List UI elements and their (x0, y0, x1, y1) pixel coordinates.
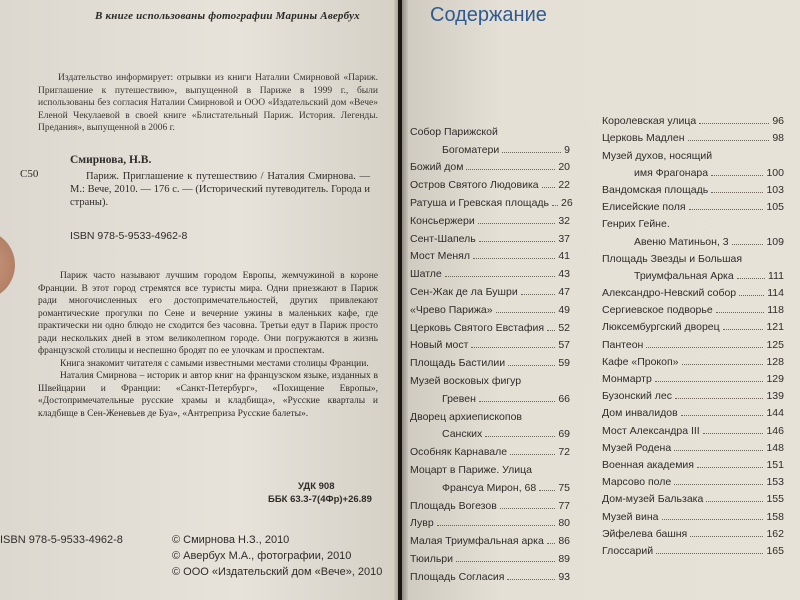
toc-entry (602, 523, 784, 540)
toc-entry-title: Моцарт в Париже. Улица (410, 463, 532, 476)
toc-leader-dots (697, 467, 764, 468)
toc-entry (410, 191, 573, 209)
toc-entry (602, 385, 784, 402)
toc-entry-title: Лувр (410, 517, 434, 530)
toc-leader-dots (547, 543, 555, 544)
toc-entry-title: Богоматери (442, 143, 500, 156)
photo-credit: В книге использованы фотографии Марины Авербух (95, 10, 360, 22)
toc-leader-dots (445, 276, 556, 277)
toc-page-number: 72 (558, 446, 570, 459)
toc-page-number: 9 (564, 143, 570, 156)
toc-page-number: 129 (766, 373, 784, 385)
toc-entry (410, 512, 570, 530)
toc-page-number: 128 (766, 355, 784, 368)
toc-leader-dots (689, 209, 764, 210)
toc-page-number: 69 (558, 428, 570, 441)
toc-entry (602, 368, 784, 385)
toc-entry-title: Генрих Гейне. (602, 218, 670, 231)
toc-leader-dots (732, 244, 764, 245)
toc-entry-title: Собор Парижской (410, 125, 498, 138)
toc-entry (410, 173, 570, 191)
toc-entry-title: Тюильри (410, 552, 453, 565)
toc-leader-dots (437, 525, 556, 526)
toc-entry-title: Мост Александра III (602, 424, 700, 437)
toc-entry (602, 248, 784, 282)
toc-page-number: 125 (766, 338, 784, 351)
toc-entry (410, 316, 570, 334)
toc-entry-title: Новый мост (410, 339, 469, 352)
toc-page-number: 57 (558, 339, 570, 352)
toc-leader-dots (547, 330, 555, 331)
toc-page-number: 47 (558, 285, 570, 298)
toc-leader-dots (655, 381, 764, 382)
toc-entry-title: Особняк Карнавале (410, 446, 508, 459)
toc-page-number: 32 (558, 214, 570, 227)
finger (0, 230, 15, 300)
toc-page-number: 153 (766, 476, 784, 489)
toc-entry (602, 454, 784, 471)
toc-entry (602, 213, 784, 247)
isbn-main: ISBN 978-5-9533-4962-8 (70, 230, 188, 242)
toc-page-number: 75 (558, 481, 570, 494)
bbk-code: ББК 63.3-7(4Фр)+26.89 (268, 494, 372, 505)
toc-entry-title: Музей духов, носящий (602, 149, 713, 162)
toc-leader-dots (690, 536, 763, 537)
toc-leader-dots (662, 519, 764, 520)
toc-page-number: 118 (767, 304, 784, 317)
toc-page-number: 89 (558, 552, 570, 565)
toc-entry (602, 299, 784, 316)
toc-entry-title: Дворец архиепископов (410, 410, 522, 423)
annotation-paragraph: Наталия Смирнова – историк и автор книг на французском языке, изданных в Швейцарии и Франции: «Санкт-Петербург», «Похищение Европы», «Достопримечательные русские храмы и кладбища», «Русские кварталы и кладбище в Сен-Женевьев де Буа», «Антреприза Русские балеты». (38, 371, 378, 419)
toc-leader-dots (507, 579, 555, 580)
toc-entry (602, 179, 784, 196)
toc-entry (410, 369, 570, 405)
toc-entry (410, 227, 570, 245)
toc-entry-title: Площадь Вогезов (410, 499, 497, 512)
toc-entry (410, 565, 570, 583)
toc-page-number: 162 (766, 527, 784, 540)
toc-entry (410, 209, 570, 227)
toc-page-number: 114 (767, 287, 784, 300)
toc-entry-title: Санских (442, 428, 483, 441)
toc-entry-title: Пантеон (602, 338, 644, 351)
toc-page-number: 155 (766, 493, 784, 506)
toc-leader-dots (723, 329, 764, 330)
toc-entry (602, 110, 784, 127)
toc-page-number: 80 (558, 517, 570, 530)
toc-leader-dots (739, 295, 764, 296)
toc-leader-dots (485, 436, 555, 437)
toc-entry (410, 120, 570, 156)
toc-entry-title: Марсово поле (602, 476, 672, 489)
toc-entry (410, 298, 570, 316)
toc-entry (410, 494, 570, 512)
annotation-paragraph: Книга знакомит читателя с самыми известными местами столицы Франции. (60, 358, 369, 369)
toc-entry-title: Площадь Звезды и Большая (602, 252, 743, 265)
toc-leader-dots (675, 398, 764, 399)
toc-entry (602, 282, 784, 299)
toc-entry-title: Гревен (442, 392, 476, 405)
toc-leader-dots (466, 169, 555, 170)
toc-entry-title: Эйфелева башня (602, 527, 688, 540)
toc-entry-title: Бузонский лес (602, 390, 672, 403)
toc-entry (410, 334, 570, 352)
toc-leader-dots (542, 187, 556, 188)
toc-entry (602, 437, 784, 454)
toc-page-number: 111 (768, 269, 784, 282)
toc-leader-dots (703, 433, 764, 434)
toc-page-number: 165 (766, 544, 784, 557)
toc-right-column (602, 110, 784, 557)
toc-leader-dots (737, 278, 765, 279)
toc-entry-title: Ратуша и Гревская площадь (410, 196, 550, 209)
toc-leader-dots (711, 175, 763, 176)
toc-leader-dots (674, 484, 763, 485)
isbn-bottom: ISBN 978-5-9533-4962-8 (0, 534, 123, 546)
contents-title: Содержание (430, 4, 547, 26)
toc-entry (602, 471, 784, 488)
classmark: С50 (20, 168, 39, 180)
toc-entry (410, 458, 570, 494)
publisher-note: Издательство информирует: отрывки из книги Наталии Смирновой «Париж. Приглашение к путешествию», выпущенной в Париже в 1999 г., были использованы без согласия Наталии Смирновой и ООО «Издательский дом «Вече» Еленой Чекулаевой в своей книге «Блистательный Париж. История. Легенды. Предания», выпущенной в 2006 г. (38, 73, 378, 133)
toc-entry-title: Церковь Святого Евстафия (410, 321, 545, 334)
toc-page-number: 43 (558, 268, 570, 281)
toc-entry (602, 488, 784, 505)
toc-entry-title: Кафе «Прокоп» (602, 355, 679, 368)
udk-code: УДК 908 (298, 481, 335, 492)
toc-entry-title: имя Фрагонара (634, 166, 709, 179)
toc-page-number: 86 (558, 535, 570, 548)
toc-page-number: 100 (766, 166, 784, 179)
toc-entry-title: Дом инвалидов (602, 407, 678, 420)
toc-page-number: 41 (558, 250, 570, 263)
toc-page-number: 121 (766, 321, 784, 334)
toc-leader-dots (711, 192, 763, 193)
toc-entry-title: «Чрево Парижа» (410, 303, 493, 316)
toc-entry-title: Сен-Жак де ла Бушри (410, 285, 518, 298)
toc-entry-title: Авеню Матиньон, 3 (634, 235, 729, 248)
toc-leader-dots (688, 140, 770, 141)
toc-entry (602, 402, 784, 419)
right-page (402, 0, 800, 600)
toc-leader-dots (539, 490, 555, 491)
toc-entry (602, 316, 784, 333)
toc-entry-title: Военная академия (602, 458, 694, 471)
toc-entry-title: Музей вина (602, 510, 659, 523)
author-heading: Смирнова, Н.В. (70, 154, 152, 166)
toc-entry-title: Франсуа Мирон, 68 (442, 481, 537, 494)
toc-leader-dots (656, 553, 763, 554)
toc-entry-title: Сент-Шапель (410, 232, 476, 245)
toc-page-number: 109 (766, 235, 784, 248)
toc-leader-dots (508, 365, 555, 366)
toc-entry-title: Площадь Бастилии (410, 357, 506, 370)
toc-entry-title: Елисейские поля (602, 201, 686, 214)
toc-page-number: 98 (772, 132, 784, 145)
toc-leader-dots (500, 508, 556, 509)
toc-entry-title: Королевская улица (602, 115, 697, 128)
toc-entry (410, 440, 570, 458)
toc-entry-title: Божий дом (410, 161, 464, 174)
toc-entry (410, 280, 570, 298)
toc-entry (410, 245, 570, 263)
toc-leader-dots (552, 205, 558, 206)
toc-page-number: 52 (558, 321, 570, 334)
toc-entry-title: Сергиевское подворье (602, 304, 713, 317)
copyright-line: © Смирнова Н.З., 2010 (172, 534, 290, 546)
toc-leader-dots (456, 561, 555, 562)
toc-leader-dots (496, 312, 556, 313)
toc-entry-title: Монмартр (602, 373, 652, 385)
toc-entry (602, 505, 784, 522)
toc-entry-title: Остров Святого Людовика (410, 179, 539, 192)
toc-page-number: 49 (558, 303, 570, 316)
toc-leader-dots (478, 223, 556, 224)
toc-entry (602, 419, 784, 436)
toc-entry-title: Малая Триумфальная арка (410, 535, 544, 548)
toc-entry-title: Глоссарий (602, 544, 654, 557)
toc-entry-title: Церковь Мадлен (602, 132, 685, 145)
toc-page-number: 22 (558, 179, 570, 192)
toc-page-number: 146 (766, 424, 784, 437)
toc-entry (602, 333, 784, 350)
toc-leader-dots (706, 501, 763, 502)
toc-entry (602, 351, 784, 368)
toc-leader-dots (510, 454, 555, 455)
toc-page-number: 105 (766, 201, 784, 214)
copyright-line: © Авербух М.А., фотографии, 2010 (172, 550, 352, 562)
toc-entry-title: Мост Менял (410, 250, 470, 263)
toc-entry-title: Вандомская площадь (602, 183, 709, 196)
toc-entry (410, 351, 570, 369)
toc-page-number: 139 (766, 390, 784, 403)
toc-entry (410, 156, 570, 174)
toc-entry-title: Люксембургский дворец (602, 321, 720, 334)
toc-leader-dots (479, 401, 555, 402)
toc-entry (410, 262, 570, 280)
toc-entry (410, 547, 570, 565)
toc-entry-title: Александро-Невский собор (602, 287, 737, 300)
toc-entry-title: Дом-музей Бальзака (602, 493, 704, 506)
toc-entry (602, 540, 784, 557)
annotation (38, 270, 378, 420)
toc-leader-dots (473, 258, 555, 259)
toc-entry (602, 196, 784, 213)
toc-leader-dots (646, 347, 763, 348)
toc-leader-dots (699, 123, 769, 124)
toc-page-number: 77 (558, 499, 570, 512)
toc-page-number: 151 (766, 458, 784, 471)
toc-entry (410, 405, 570, 441)
toc-page-number: 59 (558, 357, 570, 370)
classification-codes (268, 480, 372, 506)
copyright-line: © ООО «Издательский дом «Вече», 2010 (172, 566, 383, 578)
toc-entry (602, 127, 784, 144)
toc-entry (602, 144, 784, 178)
toc-page-number: 26 (561, 196, 573, 209)
toc-leader-dots (521, 294, 556, 295)
toc-leader-dots (682, 364, 764, 365)
toc-page-number: 144 (766, 407, 784, 420)
toc-page-number: 66 (558, 392, 570, 405)
toc-page-number: 158 (766, 510, 784, 523)
toc-page-number: 103 (766, 183, 784, 196)
copyright-block (172, 532, 382, 580)
toc-page-number: 148 (766, 441, 784, 454)
toc-leader-dots (674, 450, 763, 451)
toc-entry-title: Шатле (410, 268, 442, 281)
toc-page-number: 96 (772, 115, 784, 128)
toc-page-number: 20 (558, 161, 570, 174)
bibliographic-record: Париж. Приглашение к путешествию / Наталия Смирнова. — М.: Вече, 2010. — 176 с. — (Исторический путеводитель. Города и страны). (70, 171, 370, 208)
book-gutter (394, 0, 408, 600)
toc-entry-title: Площадь Согласия (410, 570, 505, 583)
toc-leader-dots (716, 312, 765, 313)
toc-entry-title: Триумфальная Арка (634, 269, 734, 282)
left-page (0, 0, 398, 600)
toc-leader-dots (471, 347, 555, 348)
toc-page-number: 93 (558, 570, 570, 583)
toc-entry-title: Консьержери (410, 214, 475, 227)
toc-entry (410, 529, 570, 547)
toc-leader-dots (681, 415, 764, 416)
toc-leader-dots (479, 241, 556, 242)
toc-left-column (410, 120, 573, 583)
toc-page-number: 37 (558, 232, 570, 245)
toc-entry-title: Музей восковых фигур (410, 374, 522, 387)
annotation-paragraph: Париж часто называют лучшим городом Европы, жемчужиной в короне Франции. В этот город стремятся все туристы мира. Одни приезжают в Париж ради многочисленных его достопримечательностей, других привлекают романтические прогулки по Сене и вечерние ужины в маленьких кафе, где практически ни одно блюдо не сходится без часовна. Третьи едут в Париж просто ради нескольких дней в этом великолепном городе. Они погружаются в жизнь французской столицы и неспешно бродят по ее улочкам и проспектам. (38, 271, 378, 356)
toc-leader-dots (502, 152, 561, 153)
toc-entry-title: Музей Родена (602, 441, 672, 454)
